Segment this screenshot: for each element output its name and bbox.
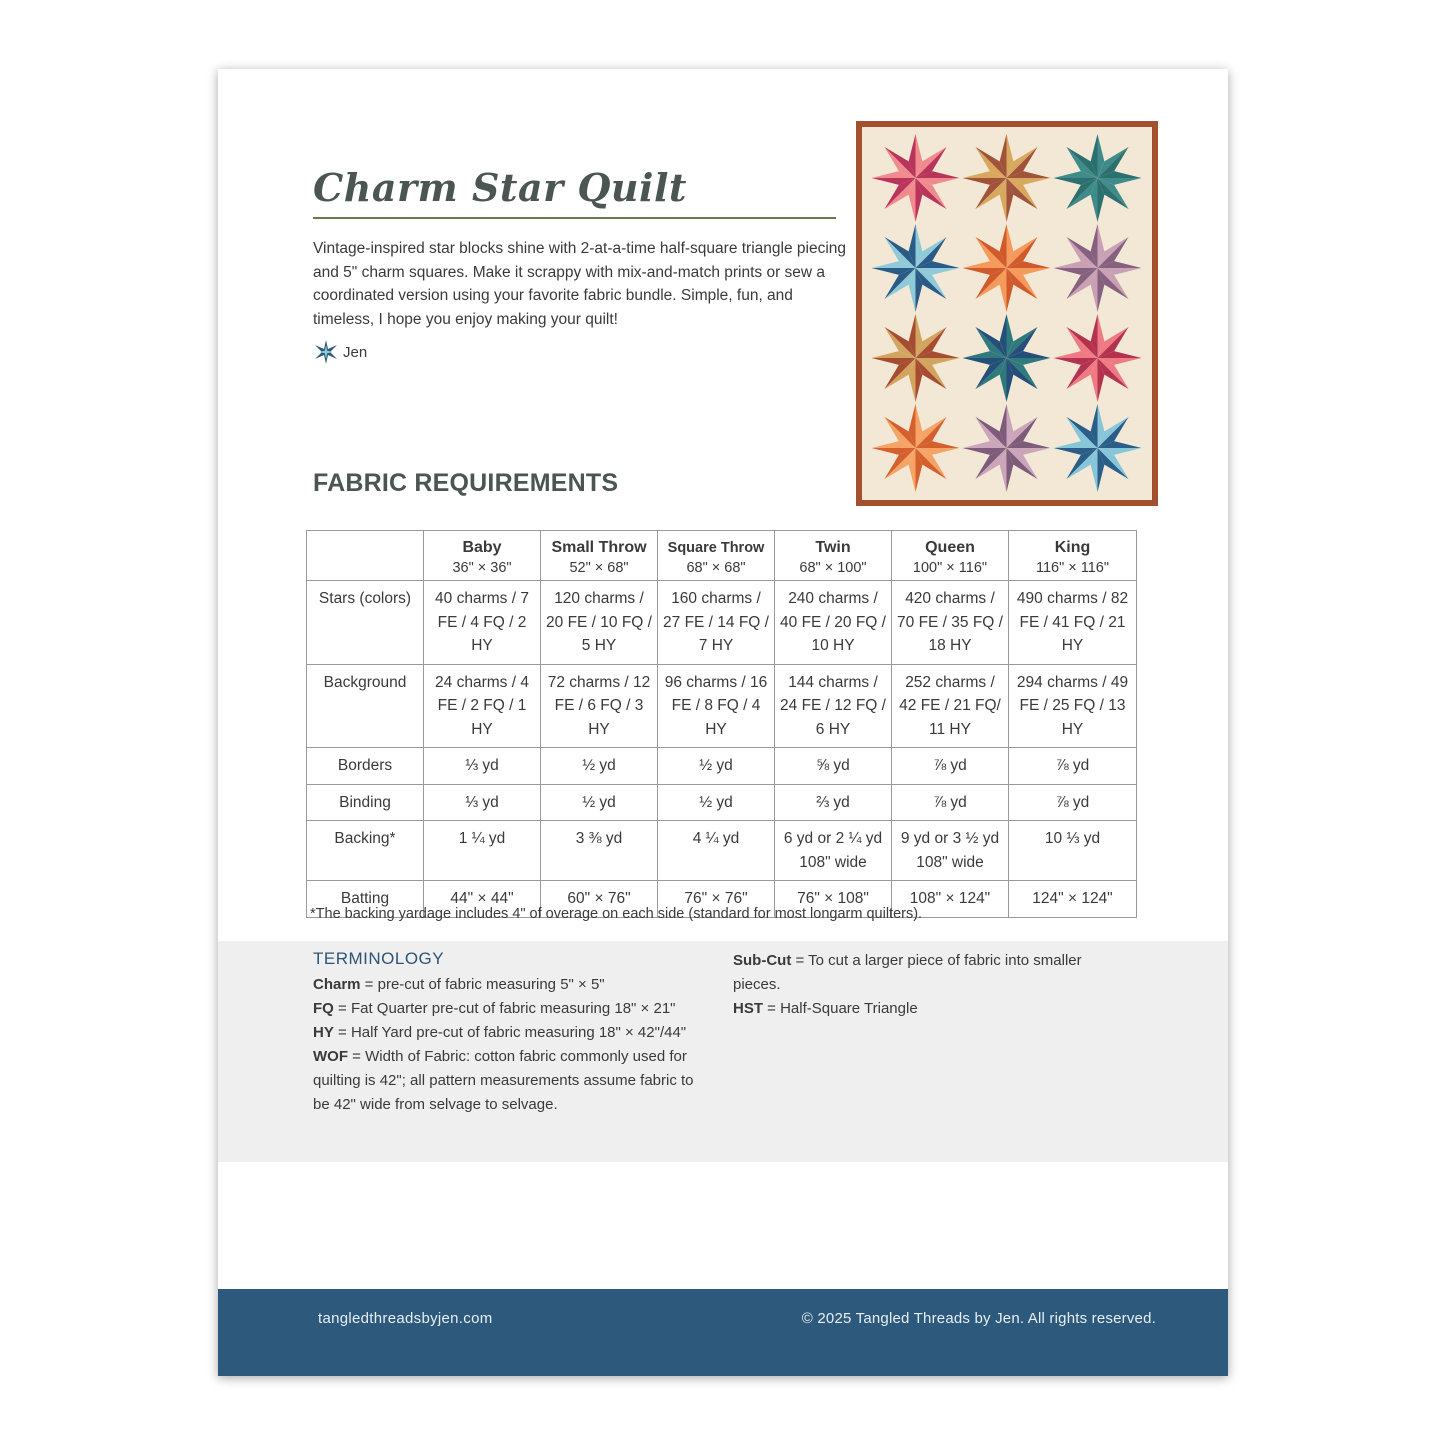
fabric-requirements-heading: FABRIC REQUIREMENTS <box>313 469 619 497</box>
term-entry <box>733 997 1108 1021</box>
table-cell: 9 yd or 3 ½ yd 108" wide <box>892 821 1009 881</box>
size-header <box>1009 531 1137 581</box>
star-block <box>872 404 960 492</box>
row-label: Binding <box>307 784 424 821</box>
star-block <box>872 314 960 402</box>
table-cell: ⅞ yd <box>1009 748 1137 785</box>
terminology-left-column <box>313 973 708 1117</box>
table-corner-cell <box>307 531 424 581</box>
table-cell: 160 charms / 27 FE / 14 FQ / 7 HY <box>658 581 775 665</box>
term-entry <box>313 997 708 1021</box>
star-block <box>1054 314 1142 402</box>
copyright-notice: © 2025 Tangled Threads by Jen. All rights reserved. <box>801 1310 1156 1327</box>
size-name: Queen <box>925 539 975 556</box>
fabric-requirements-table <box>306 530 1137 918</box>
term-definition: = Half Yard pre-cut of fabric measuring 18" × 42"/44" <box>333 1024 687 1041</box>
star-block <box>963 314 1051 402</box>
size-name: Baby <box>462 539 502 556</box>
backing-footnote: *The backing yardage includes 4" of overage on each side (standard for most longarm quilters). <box>310 906 923 922</box>
star-block <box>1054 404 1142 492</box>
table-cell: 144 charms / 24 FE / 12 FQ / 6 HY <box>775 664 892 748</box>
star-block <box>963 404 1051 492</box>
star-block <box>872 224 960 312</box>
table-header-row <box>307 531 1137 581</box>
table-cell: 252 charms / 42 FE / 21 FQ/ 11 HY <box>892 664 1009 748</box>
term-definition: = To cut a larger piece of fabric into smaller pieces. <box>733 952 1082 993</box>
table-cell: 10 ⅓ yd <box>1009 821 1137 881</box>
table-cell: 240 charms / 40 FE / 20 FQ / 10 HY <box>775 581 892 665</box>
size-name: Square Throw <box>667 540 765 556</box>
page-title: Charm Star Quilt <box>313 165 687 210</box>
term-name: Sub-Cut <box>733 952 792 969</box>
page-footer <box>218 1289 1228 1376</box>
term-name: HST <box>733 1000 763 1017</box>
table-cell: 76" × 108" <box>775 881 892 918</box>
table-cell: 120 charms / 20 FE / 10 FQ / 5 HY <box>541 581 658 665</box>
table-row <box>307 784 1137 821</box>
term-entry <box>313 1021 708 1045</box>
term-entry <box>733 949 1108 997</box>
size-header <box>541 531 658 581</box>
table-cell: ⅔ yd <box>775 784 892 821</box>
star-block <box>963 224 1051 312</box>
table-cell: 4 ¼ yd <box>658 821 775 881</box>
table-cell: ⅞ yd <box>892 784 1009 821</box>
row-label: Borders <box>307 748 424 785</box>
size-dim: 52" × 68" <box>569 560 629 576</box>
table-cell: ⅝ yd <box>775 748 892 785</box>
term-definition: = Half-Square Triangle <box>763 1000 918 1017</box>
term-entry <box>313 1045 708 1117</box>
signoff-name: Jen <box>343 343 368 361</box>
table-cell: ½ yd <box>541 748 658 785</box>
term-name: WOF <box>313 1048 348 1065</box>
size-name: Small Throw <box>551 539 647 556</box>
table-cell: ⅞ yd <box>1009 784 1137 821</box>
row-label: Backing* <box>307 821 424 881</box>
star-logo-icon <box>313 339 339 365</box>
size-header <box>424 531 541 581</box>
size-dim: 116" × 116" <box>1035 560 1110 576</box>
term-name: HY <box>313 1024 334 1041</box>
title-divider <box>313 217 836 219</box>
size-dim: 100" × 116" <box>912 560 988 576</box>
term-definition: = pre-cut of fabric measuring 5" × 5" <box>360 976 605 993</box>
size-header <box>658 531 775 581</box>
table-cell: 124" × 124" <box>1009 881 1137 918</box>
table-cell: 24 charms / 4 FE / 2 FQ / 1 HY <box>424 664 541 748</box>
size-header <box>775 531 892 581</box>
table-cell: 490 charms / 82 FE / 41 FQ / 21 HY <box>1009 581 1137 665</box>
row-label: Background <box>307 664 424 748</box>
size-header <box>892 531 1009 581</box>
table-cell: 6 yd or 2 ¼ yd 108" wide <box>775 821 892 881</box>
table-cell: ⅞ yd <box>892 748 1009 785</box>
term-definition: = Width of Fabric: cotton fabric commonly used for quilting is 42"; all pattern measurements assume fabric to be 42" wide from selvage to selvage. <box>313 1048 694 1113</box>
table-cell: ½ yd <box>541 784 658 821</box>
term-name: FQ <box>313 1000 334 1017</box>
intro-paragraph: Vintage-inspired star blocks shine with 2-at-a-time half-square triangle piecing and 5" charm squares. Make it scrappy with mix-and-match prints or sew a coordinated version using your favorite fabric bundle. Simple, fun, and timeless, I hope you enjoy making your quilt! <box>313 240 847 328</box>
terminology-heading: TERMINOLOGY <box>313 949 445 968</box>
table-cell: 1 ¼ yd <box>424 821 541 881</box>
size-dim: 68" × 68" <box>686 560 746 576</box>
term-entry <box>313 973 708 997</box>
size-name: King <box>1054 539 1091 556</box>
signoff <box>313 339 367 365</box>
terminology-right-column <box>733 949 1108 1021</box>
table-row <box>307 581 1137 665</box>
table-row <box>307 821 1137 881</box>
table-cell: 60" × 76" <box>541 881 658 918</box>
star-block <box>963 134 1051 222</box>
table-cell: ⅓ yd <box>424 784 541 821</box>
table-cell: 108" × 124" <box>892 881 1009 918</box>
size-dim: 68" × 100" <box>799 560 867 576</box>
table-cell: 44" × 44" <box>424 881 541 918</box>
term-definition: = Fat Quarter pre-cut of fabric measuring 18" × 21" <box>333 1000 676 1017</box>
table-row <box>307 664 1137 748</box>
star-block <box>872 134 960 222</box>
table-row <box>307 748 1137 785</box>
table-cell: ⅓ yd <box>424 748 541 785</box>
table-cell: 420 charms / 70 FE / 35 FQ / 18 HY <box>892 581 1009 665</box>
size-dim: 36" × 36" <box>452 560 512 576</box>
table-cell: 294 charms / 49 FE / 25 FQ / 13 HY <box>1009 664 1137 748</box>
row-label: Stars (colors) <box>307 581 424 665</box>
website-link[interactable]: tangledthreadsbyjen.com <box>318 1310 493 1327</box>
star-block <box>1054 134 1142 222</box>
quilt-illustration <box>856 121 1158 506</box>
pattern-page <box>218 69 1228 1376</box>
table-cell: 40 charms / 7 FE / 4 FQ / 2 HY <box>424 581 541 665</box>
table-cell: 76" × 76" <box>658 881 775 918</box>
table-cell: ½ yd <box>658 748 775 785</box>
star-block <box>1054 224 1142 312</box>
size-name: Twin <box>815 539 851 556</box>
table-cell: 72 charms / 12 FE / 6 FQ / 3 HY <box>541 664 658 748</box>
table-cell: 3 ⅜ yd <box>541 821 658 881</box>
table-cell: ½ yd <box>658 784 775 821</box>
term-name: Charm <box>313 976 361 993</box>
table-cell: 96 charms / 16 FE / 8 FQ / 4 HY <box>658 664 775 748</box>
row-label: Batting <box>307 881 424 918</box>
